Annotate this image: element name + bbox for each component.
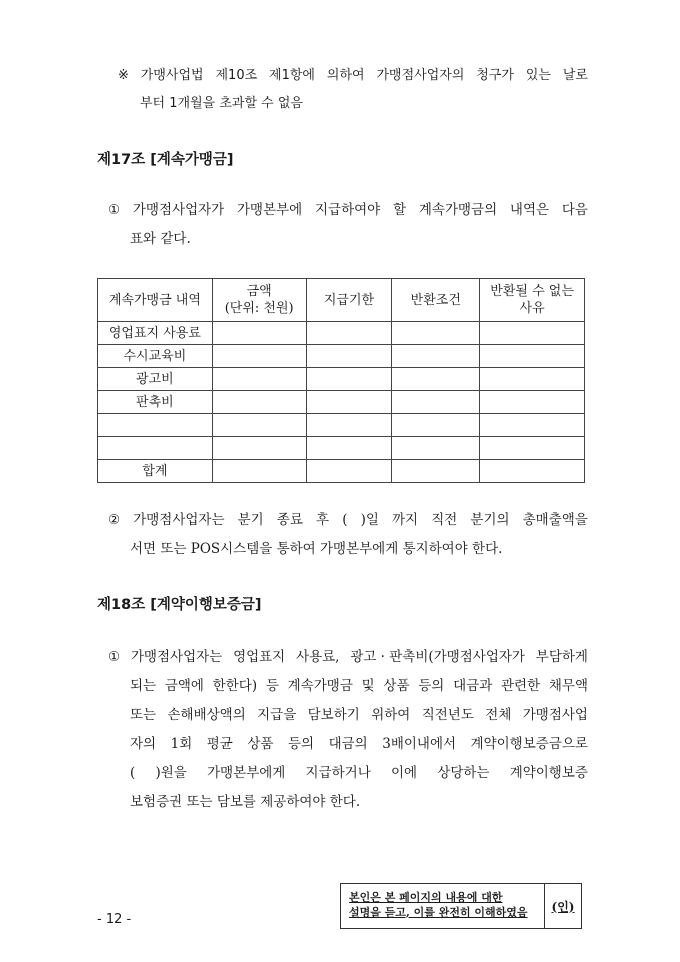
table-cell[interactable] xyxy=(392,460,480,483)
table-row xyxy=(98,391,585,414)
article-18-title: 제18조 [계약이행보증금] xyxy=(97,597,262,613)
article-18-paragraph-1 xyxy=(108,643,588,817)
paragraph-line: 표와 같다. xyxy=(130,231,191,247)
table-cell[interactable] xyxy=(212,414,306,437)
paragraph-line xyxy=(108,759,588,788)
word: 자의 xyxy=(130,736,157,752)
word: )일 xyxy=(360,512,379,528)
word: 대금과 xyxy=(453,678,493,694)
paragraph-line xyxy=(108,701,588,730)
word: 가맹점사업자는 xyxy=(130,649,223,665)
word: 계약이행보증금으로 xyxy=(470,736,588,752)
fee-item-cell: 판촉비 xyxy=(98,391,213,414)
paragraph-line: 보험증권 또는 담보를 제공하여야 한다. xyxy=(130,794,361,810)
word: 있는 xyxy=(525,68,551,83)
article-17-title: 제17조 [계속가맹금] xyxy=(97,152,234,168)
table-cell[interactable] xyxy=(306,368,392,391)
word: 가맹본부에 xyxy=(237,202,303,218)
word: 제10조 xyxy=(215,68,258,83)
confirmation-line-2: 설명을 듣고, 이를 완전히 이해하였음 xyxy=(349,906,528,919)
fee-item-cell: 광고비 xyxy=(98,368,213,391)
column-header: 지급기한 xyxy=(306,279,392,322)
article-17-paragraph-1 xyxy=(108,196,588,254)
word: 내역은 xyxy=(509,202,550,218)
word: 대금의 xyxy=(328,736,368,752)
word: 가맹점사업 xyxy=(522,707,588,723)
word: 사용료, xyxy=(296,649,340,665)
word: 한한다) xyxy=(212,678,258,694)
column-header: 반환조건 xyxy=(392,279,480,322)
fee-item-cell xyxy=(98,414,213,437)
word: ① xyxy=(108,649,121,665)
word: 지급을 xyxy=(257,707,297,723)
table-cell[interactable] xyxy=(212,322,306,345)
column-header: 금액 (단위: 천원) xyxy=(212,279,306,322)
table-cell[interactable] xyxy=(212,345,306,368)
table-cell[interactable] xyxy=(392,391,480,414)
paragraph-line xyxy=(108,672,588,701)
paragraph-line xyxy=(108,643,588,672)
word: 종료 xyxy=(276,512,303,528)
word: 담보하기 xyxy=(307,707,360,723)
word: 위하여 xyxy=(371,707,411,723)
column-header: 반환될 수 없는 사유 xyxy=(480,279,585,322)
table-cell[interactable] xyxy=(306,437,392,460)
table-cell[interactable] xyxy=(480,391,585,414)
table-cell[interactable] xyxy=(480,345,585,368)
table-cell[interactable] xyxy=(480,437,585,460)
table-header-row xyxy=(98,279,585,322)
word: 가맹점사업자는 xyxy=(133,512,225,528)
word: 이에 xyxy=(390,765,418,781)
fee-item-cell: 합계 xyxy=(98,460,213,483)
fee-item-cell: 수시교육비 xyxy=(98,345,213,368)
table-cell[interactable] xyxy=(306,414,392,437)
table-cell[interactable] xyxy=(480,322,585,345)
word: 상당하는 xyxy=(437,765,490,781)
table-row xyxy=(98,437,585,460)
word: 분기 xyxy=(237,512,264,528)
paragraph-line: 서면 또는 POS시스템을 통하여 가맹본부에게 통지하여야 한다. xyxy=(130,541,503,557)
franchise-note xyxy=(118,62,588,118)
continuing-fee-table xyxy=(97,278,585,483)
table-cell[interactable] xyxy=(480,368,585,391)
word: 상품 xyxy=(383,678,410,694)
table-cell[interactable] xyxy=(480,460,585,483)
word: ( xyxy=(130,765,136,781)
word: 지급하거나 xyxy=(305,765,371,781)
table-cell[interactable] xyxy=(306,322,392,345)
word: 총매출액을 xyxy=(522,512,588,528)
table-row xyxy=(98,460,585,483)
word: 가맹본부에게 xyxy=(207,765,286,781)
word: ② xyxy=(108,512,121,528)
word: 관련한 xyxy=(500,678,541,694)
word: 상품 xyxy=(247,736,274,752)
word: 청구가 xyxy=(476,68,514,83)
fee-item-cell xyxy=(98,437,213,460)
word: ① xyxy=(108,202,121,218)
confirmation-text xyxy=(341,884,545,928)
table-cell[interactable] xyxy=(306,345,392,368)
word: 제1항에 xyxy=(269,68,315,83)
word: 가맹점사업자의 xyxy=(376,68,465,83)
table-row xyxy=(98,322,585,345)
table-cell[interactable] xyxy=(392,414,480,437)
note-line-1 xyxy=(118,62,588,90)
word: 3배이내에서 xyxy=(382,736,457,752)
word: 의하여 xyxy=(326,68,365,83)
word: 날로 xyxy=(562,68,588,83)
word: 영업표지 xyxy=(233,649,286,665)
article-17-paragraph-2 xyxy=(108,506,588,564)
word: 부담하게 xyxy=(535,649,588,665)
table-row xyxy=(98,368,585,391)
table-cell[interactable] xyxy=(212,391,306,414)
confirmation-line-1: 본인은 본 페이지의 내용에 대한 xyxy=(349,891,503,904)
word: 직전 xyxy=(431,512,458,528)
word: 등 xyxy=(265,678,279,694)
word: 계약이행보증 xyxy=(509,765,588,781)
paragraph-line xyxy=(108,730,588,759)
word: 전체 xyxy=(485,707,512,723)
word: 등의 xyxy=(287,736,315,752)
table-cell[interactable] xyxy=(392,345,480,368)
table-cell[interactable] xyxy=(212,437,306,460)
word: 및 xyxy=(361,678,375,694)
table-cell[interactable] xyxy=(392,437,480,460)
confirmation-box xyxy=(340,883,582,929)
table-cell[interactable] xyxy=(392,322,480,345)
page-number: - 12 - xyxy=(97,912,132,927)
table-cell[interactable] xyxy=(480,414,585,437)
word: ※ xyxy=(118,68,129,83)
word: 가맹점사업자가 xyxy=(132,202,225,218)
word: 가맹사업법 xyxy=(140,68,204,83)
word: 까지 xyxy=(392,512,419,528)
table-cell[interactable] xyxy=(212,460,306,483)
word: 분기의 xyxy=(470,512,510,528)
word: 등의 xyxy=(418,678,445,694)
word: )원을 xyxy=(155,765,187,781)
paragraph-line xyxy=(108,196,588,225)
word: 채무액 xyxy=(548,678,588,694)
seal-mark: (인) xyxy=(551,899,575,914)
column-header: 계속가맹금 내역 xyxy=(98,279,213,322)
table-cell[interactable] xyxy=(306,391,392,414)
word: 다음 xyxy=(561,202,588,218)
word: 1회 xyxy=(170,736,193,752)
word: 평균 xyxy=(206,736,233,752)
word: ( xyxy=(342,512,348,528)
word: 되는 xyxy=(130,678,157,694)
word: 직전년도 xyxy=(421,707,474,723)
word: 지급하여야 xyxy=(315,202,381,218)
word: 할 xyxy=(393,202,407,218)
table-row xyxy=(98,414,585,437)
note-line-2: 부터 1개월을 초과할 수 없음 xyxy=(140,96,303,111)
paragraph-line xyxy=(108,506,588,535)
word: 후 xyxy=(316,512,330,528)
word: 계속가맹금 xyxy=(287,678,353,694)
word: 광고 · 판촉비(가맹점사업자가 xyxy=(350,649,525,665)
table-cell[interactable] xyxy=(392,368,480,391)
table-row xyxy=(98,345,585,368)
fee-item-cell: 영업표지 사용료 xyxy=(98,322,213,345)
word: 손해배상액의 xyxy=(167,707,246,723)
word: 계속가맹금의 xyxy=(418,202,498,218)
table-cell[interactable] xyxy=(212,368,306,391)
table-cell[interactable] xyxy=(306,460,392,483)
word: 또는 xyxy=(130,707,157,723)
word: 금액에 xyxy=(164,678,204,694)
